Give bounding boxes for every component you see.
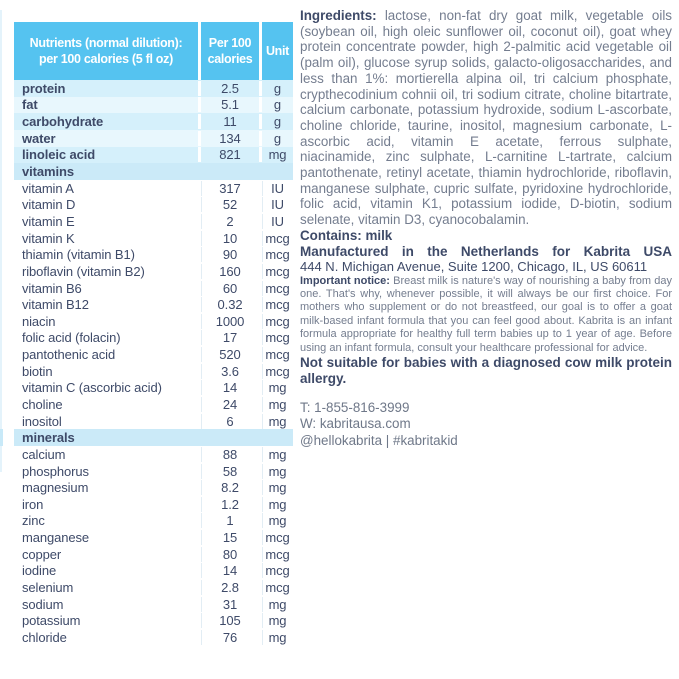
nutrient-value: 520 xyxy=(198,347,259,362)
nutrient-unit: mg xyxy=(259,447,293,462)
header-nutrients-line1: Nutrients (normal dilution): xyxy=(29,36,183,50)
table-header xyxy=(14,22,293,80)
nutrient-name: linoleic acid xyxy=(22,147,96,163)
nutrient-value: 58 xyxy=(198,464,259,479)
nutrient-unit: mcg xyxy=(259,347,293,362)
nutrient-unit: mcg xyxy=(259,314,293,329)
nutrient-value: 14 xyxy=(198,563,259,578)
nutrient-name: copper xyxy=(22,546,62,562)
table-row xyxy=(14,97,293,114)
table-row xyxy=(14,479,293,496)
nutrient-name: riboflavin (vitamin B2) xyxy=(22,263,145,279)
nutrient-value: 15 xyxy=(198,530,259,545)
nutrient-unit: mg xyxy=(259,480,293,495)
nutrients-table xyxy=(14,22,293,646)
nutrient-value: 5.1 xyxy=(198,97,259,112)
nutrient-unit: IU xyxy=(259,181,293,196)
manufactured-line: Manufactured in the Netherlands for Kabrita USA xyxy=(300,243,672,259)
allergy-warning: Not suitable for babies with a diagnosed cow milk protein allergy. xyxy=(300,354,672,386)
contains-statement: Contains: milk xyxy=(300,227,393,243)
table-row xyxy=(14,496,293,513)
nutrient-unit: IU xyxy=(259,197,293,212)
header-per100-line2: calories xyxy=(207,52,253,66)
table-row xyxy=(14,629,293,646)
nutrient-value: 31 xyxy=(198,597,259,612)
address-line: 444 N. Michigan Avenue, Suite 1200, Chicago, IL, US 60611 xyxy=(300,259,648,275)
table-row xyxy=(14,296,293,313)
nutrient-unit: g xyxy=(259,97,293,112)
table-row xyxy=(14,113,293,130)
nutrient-name: protein xyxy=(22,80,66,96)
table-row xyxy=(14,130,293,147)
nutrient-name: fat xyxy=(22,97,38,113)
nutrient-unit: mcg xyxy=(259,547,293,562)
table-row xyxy=(14,529,293,546)
important-notice-text: Breast milk is nature's way of nourishing a baby from day one. That's why, whenever possible, it will always be our first choice. For mothers who supplement or do not breastfeed, our goal is to offer a goat milk-based infant formula that you can feel good about. Kabrita is an infant formula appropriate for healthy full term babies up to 1 year of age. Before using an infant formula, consult your healthcare professional for advice. xyxy=(300,274,672,354)
nutrient-value: 10 xyxy=(198,231,259,246)
nutrient-name: carbohydrate xyxy=(22,114,104,130)
nutrient-name: sodium xyxy=(22,596,64,612)
nutrient-value: 2.5 xyxy=(198,81,259,96)
nutrient-name: iodine xyxy=(22,563,57,579)
nutrient-value: 52 xyxy=(198,197,259,212)
nutrient-value: 1.2 xyxy=(198,497,259,512)
table-row xyxy=(14,330,293,347)
header-nutrients-line2: per 100 calories (5 fl oz) xyxy=(39,52,173,66)
nutrient-unit: mcg xyxy=(259,297,293,312)
contact-block xyxy=(300,400,672,449)
table-row xyxy=(14,280,293,297)
nutrient-value: 24 xyxy=(198,397,259,412)
table-row xyxy=(14,180,293,197)
nutrient-value: 1000 xyxy=(198,314,259,329)
table-row xyxy=(14,230,293,247)
ingredients-label: Ingredients: xyxy=(300,8,377,23)
table-row xyxy=(14,313,293,330)
nutrient-name: vitamin E xyxy=(22,213,75,229)
nutrient-unit: mg xyxy=(259,380,293,395)
nutrient-name: vitamin D xyxy=(22,197,76,213)
contact-social: @hellokabrita | #kabritakid xyxy=(300,432,458,448)
table-row xyxy=(14,446,293,463)
info-column xyxy=(300,8,672,449)
table-row xyxy=(14,563,293,580)
header-per100-column xyxy=(198,22,259,80)
nutrient-value: 134 xyxy=(198,131,259,146)
nutrient-name: vitamin B12 xyxy=(22,297,89,313)
table-row xyxy=(14,196,293,213)
ingredients-paragraph xyxy=(300,8,672,228)
important-notice-label: Important notice: xyxy=(300,274,390,287)
table-row xyxy=(14,263,293,280)
nutrient-unit: mcg xyxy=(259,364,293,379)
nutrient-unit: mg xyxy=(259,597,293,612)
contact-website: W: kabritausa.com xyxy=(300,416,411,432)
nutrient-unit: mcg xyxy=(259,563,293,578)
nutrient-unit: mg xyxy=(259,147,293,162)
nutrient-name: selenium xyxy=(22,580,74,596)
nutrient-value: 11 xyxy=(198,114,259,129)
section-row: vitamins xyxy=(14,163,293,180)
nutrient-name: niacin xyxy=(22,313,56,329)
table-row xyxy=(14,413,293,430)
table-body xyxy=(14,80,293,646)
table-row xyxy=(14,463,293,480)
nutrient-value: 3.6 xyxy=(198,364,259,379)
contact-phone: T: 1-855-816-3999 xyxy=(300,400,410,416)
nutrient-name: choline xyxy=(22,396,63,412)
nutrient-value: 90 xyxy=(198,247,259,262)
table-row xyxy=(14,147,293,164)
nutrient-name: iron xyxy=(22,496,44,512)
nutrient-name: vitamin A xyxy=(22,180,74,196)
nutrient-name: vitamin B6 xyxy=(22,280,82,296)
nutrient-value: 80 xyxy=(198,547,259,562)
nutrient-name: manganese xyxy=(22,530,90,546)
nutrient-unit: mcg xyxy=(259,281,293,296)
table-row xyxy=(14,546,293,563)
nutrient-unit: mcg xyxy=(259,580,293,595)
nutrient-unit: mcg xyxy=(259,231,293,246)
nutrient-name: calcium xyxy=(22,446,66,462)
table-row xyxy=(14,246,293,263)
nutrient-unit: mcg xyxy=(259,330,293,345)
important-notice-paragraph xyxy=(300,275,672,355)
nutrient-name: vitamin K xyxy=(22,230,75,246)
table-row xyxy=(14,579,293,596)
header-per100-line1: Per 100 xyxy=(208,36,252,50)
table-row xyxy=(14,596,293,613)
nutrient-value: 1 xyxy=(198,513,259,528)
nutrient-name: phosphorus xyxy=(22,463,89,479)
table-row xyxy=(14,613,293,630)
nutrient-unit: g xyxy=(259,81,293,96)
nutrient-value: 317 xyxy=(198,181,259,196)
nutrient-unit: mg xyxy=(259,630,293,645)
table-row xyxy=(14,213,293,230)
nutrient-unit: g xyxy=(259,114,293,129)
nutrient-name: inositol xyxy=(22,413,62,429)
nutrient-value: 60 xyxy=(198,281,259,296)
nutrient-value: 821 xyxy=(198,147,259,162)
nutrient-name: pantothenic acid xyxy=(22,347,116,363)
table-row xyxy=(14,346,293,363)
nutrient-value: 17 xyxy=(198,330,259,345)
nutrient-value: 88 xyxy=(198,447,259,462)
ingredients-text: lactose, non-fat dry goat milk, vegetable oils (soybean oil, high oleic sunflower oil, coconut oil), goat whey protein concentrate powder, high 2-palmitic acid vegetable oil (palm oil), glucose syrup solids, galacto-oligosaccharides, and less than 1%: mortierella alpina oil, tri calcium phosphate, crypthecodinium cohnii oil, tri sodium citrate, choline bitartrate, calcium carbonate, potassium hydroxide, sodium L-ascorbate, choline chloride, taurine, inositol, magnesium carbonate, L-ascorbic acid, vitamin E acetate, ferrous sulphate, niacinamide, zinc sulphate, L-carnitine L-tartrate, calcium pantothenate, retinyl acetate, thiamin hydrochloride, riboflavin, manganese sulphate, cupric sulfate, pyridoxine hydrochloride, folic acid, vitamin K1, potassium iodide, D-biotin, sodium selenate, vitamin D3, cyanocobalamin. xyxy=(300,8,672,228)
nutrient-unit: mg xyxy=(259,513,293,528)
nutrient-unit: mg xyxy=(259,414,293,429)
nutrient-name: potassium xyxy=(22,613,81,629)
nutrient-unit: mcg xyxy=(259,530,293,545)
table-row xyxy=(14,513,293,530)
nutrient-unit: mcg xyxy=(259,247,293,262)
nutrient-unit: mg xyxy=(259,497,293,512)
nutrient-unit: mg xyxy=(259,397,293,412)
nutrient-name: folic acid (folacin) xyxy=(22,330,121,346)
nutrient-value: 76 xyxy=(198,630,259,645)
nutrient-name: biotin xyxy=(22,363,53,379)
nutrient-name: vitamin C (ascorbic acid) xyxy=(22,380,162,396)
nutrient-value: 14 xyxy=(198,380,259,395)
nutrient-value: 0.32 xyxy=(198,297,259,312)
nutrient-value: 6 xyxy=(198,414,259,429)
nutrient-unit: IU xyxy=(259,214,293,229)
left-edge-strip xyxy=(0,10,2,472)
section-row: minerals xyxy=(14,429,293,446)
nutrient-unit: g xyxy=(259,131,293,146)
left-edge-mark xyxy=(0,429,3,446)
nutrient-value: 2.8 xyxy=(198,580,259,595)
nutrient-unit: mcg xyxy=(259,264,293,279)
nutrient-name: zinc xyxy=(22,513,45,529)
nutrient-name: thiamin (vitamin B1) xyxy=(22,247,135,263)
table-row xyxy=(14,363,293,380)
header-unit-label: Unit xyxy=(265,44,290,58)
nutrient-unit: mg xyxy=(259,464,293,479)
nutrient-value: 105 xyxy=(198,613,259,628)
header-unit-column xyxy=(259,22,293,80)
nutrient-name: water xyxy=(22,130,56,146)
header-nutrients-column xyxy=(14,22,198,80)
nutrient-name: chloride xyxy=(22,629,67,645)
table-row xyxy=(14,396,293,413)
nutrient-name: magnesium xyxy=(22,480,89,496)
table-row xyxy=(14,80,293,97)
nutrient-unit: mg xyxy=(259,613,293,628)
nutrient-value: 160 xyxy=(198,264,259,279)
nutrient-value: 2 xyxy=(198,214,259,229)
table-row xyxy=(14,380,293,397)
nutrient-value: 8.2 xyxy=(198,480,259,495)
